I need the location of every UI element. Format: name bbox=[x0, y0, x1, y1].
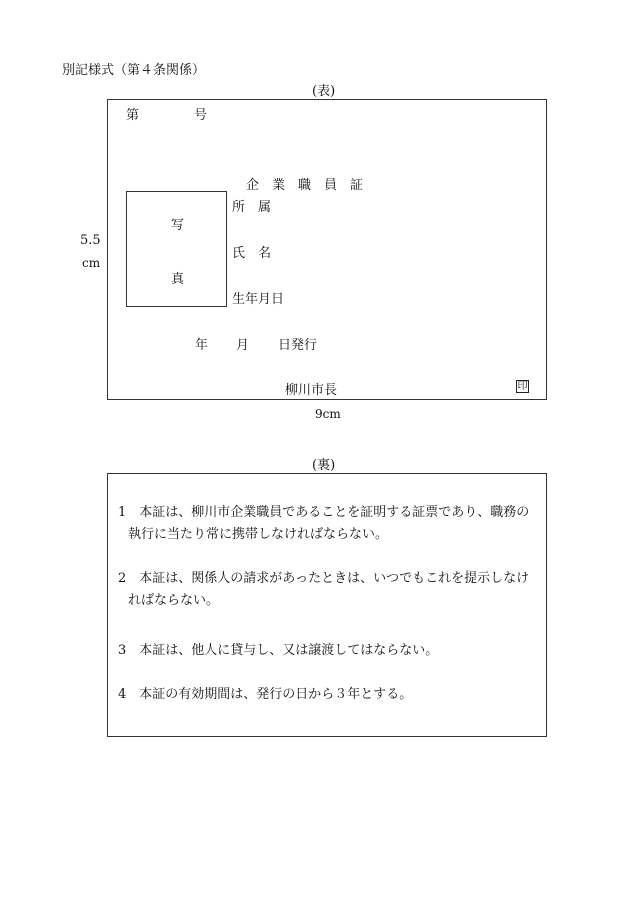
number-dai: 第 bbox=[126, 108, 140, 123]
photo-box bbox=[126, 191, 227, 307]
field-affiliation: 所 属 bbox=[232, 200, 272, 215]
seal-icon: 印 bbox=[517, 381, 528, 392]
field-birthdate: 生年月日 bbox=[232, 292, 285, 307]
note-item: 2 本証は、関係人の請求があったときは、いつでもこれを提示しなけ ればならない。 bbox=[118, 571, 530, 608]
card-back bbox=[107, 473, 547, 737]
issuer: 柳川市長 bbox=[285, 383, 338, 398]
note-item: 4 本証の有効期間は、発行の日から３年とする。 bbox=[118, 687, 413, 702]
height-dimension-unit: cm bbox=[82, 256, 101, 270]
width-dimension: 9cm bbox=[315, 407, 341, 421]
issue-month: 月 bbox=[236, 338, 250, 353]
note-item: 3 本証は、他人に貸与し、又は譲渡してはならない。 bbox=[118, 643, 439, 658]
photo-label-bottom: 真 bbox=[171, 272, 185, 287]
back-label: (裏) bbox=[312, 458, 336, 473]
form-title: 別記様式（第４条関係） bbox=[62, 63, 206, 78]
issue-day: 日発行 bbox=[278, 338, 318, 353]
issue-year: 年 bbox=[195, 338, 209, 353]
height-dimension-value: 5.5 bbox=[80, 233, 101, 248]
note-item: 1 本証は、柳川市企業職員であることを証明する証票であり、職務の 執行に当たり常に携帯しなければならない。 bbox=[118, 505, 530, 542]
card-front bbox=[107, 99, 547, 400]
field-name: 氏 名 bbox=[232, 246, 272, 261]
card-title: 企 業 職 員 証 bbox=[246, 178, 364, 193]
front-label: (表) bbox=[312, 84, 336, 99]
photo-label-top: 写 bbox=[171, 218, 185, 233]
number-go: 号 bbox=[194, 108, 208, 123]
